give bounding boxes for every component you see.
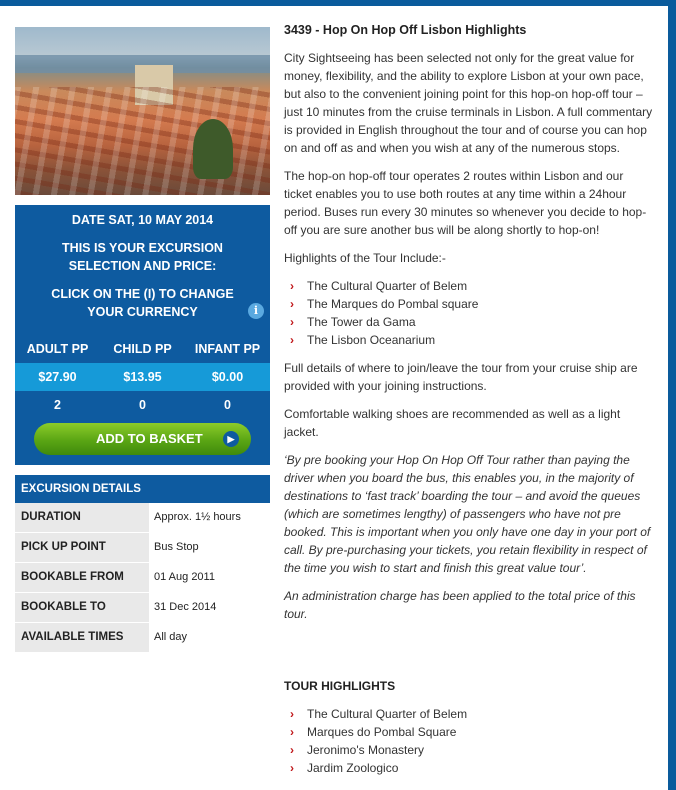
tour-highlights-heading: TOUR HIGHLIGHTS	[284, 679, 396, 693]
price-header-row	[15, 335, 270, 363]
info-icon[interactable]: i	[248, 303, 264, 319]
description-paragraph: City Sightseeing has been selected not only for the great value for money, flexibility, and the ability to explore Lisbon at your own pace, but also to the convenient joining point for this hop-on hop-off tour – just 10 minutes from the cruise terminals in Lisbon. A full commentary is provided in English throughout the tour and of course you can hop on and off as and when you wish at any of the numerous stops.	[284, 51, 653, 155]
highlights-list	[284, 277, 654, 349]
description-paragraph: Comfortable walking shoes are recommended as well as a light jacket.	[284, 407, 621, 439]
currency-instruction-text: CLICK ON THE (I) TO CHANGE YOUR CURRENCY	[51, 287, 234, 319]
chevron-right-icon: ›	[290, 725, 294, 739]
spacer	[284, 633, 654, 677]
tour-highlights-list	[284, 705, 654, 777]
chevron-right-icon: ›	[290, 315, 294, 329]
details-row-pickup	[15, 533, 270, 563]
details-value: Approx. 1½ hours	[149, 503, 270, 532]
page-title: 3439 - Hop On Hop Off Lisbon Highlights	[284, 23, 527, 37]
list-item: › The Lisbon Oceanarium	[290, 333, 436, 347]
list-item: › Marques do Pombal Square	[290, 725, 457, 739]
details-label: PICK UP POINT	[15, 533, 149, 562]
details-value: All day	[149, 623, 270, 652]
description-paragraph: Full details of where to join/leave the tour from your cruise ship are provided with your joining instructions.	[284, 361, 638, 393]
arrow-right-icon: ▶	[223, 431, 239, 447]
currency-instruction	[15, 285, 270, 321]
infant-quantity[interactable]: 0	[224, 398, 231, 412]
excursion-description	[284, 21, 654, 787]
chevron-right-icon: ›	[290, 761, 294, 775]
list-item: › The Marques do Pombal square	[290, 297, 479, 311]
child-quantity[interactable]: 0	[139, 398, 146, 412]
adult-price: $27.90	[38, 370, 77, 384]
infant-price: $0.00	[211, 370, 244, 384]
list-item: › Jardim Zoologico	[290, 761, 399, 775]
quantity-row	[15, 391, 270, 419]
selection-heading: THIS IS YOUR EXCURSION SELECTION AND PRICE:	[62, 241, 223, 273]
child-header: CHILD PP	[113, 342, 172, 356]
chevron-right-icon: ›	[290, 297, 294, 311]
price-selection-panel	[15, 205, 270, 465]
details-value: 01 Aug 2011	[149, 563, 270, 592]
details-value: Bus Stop	[149, 533, 270, 562]
chevron-right-icon: ›	[290, 707, 294, 721]
adult-quantity[interactable]: 2	[54, 398, 61, 412]
adult-header: ADULT PP	[26, 342, 89, 356]
list-item: › The Tower da Gama	[290, 315, 416, 329]
details-row-duration	[15, 503, 270, 533]
details-row-available-times	[15, 623, 270, 653]
list-item: › Jeronimo's Monastery	[290, 743, 424, 757]
right-border	[668, 0, 676, 790]
details-row-bookable-to	[15, 593, 270, 623]
details-label: BOOKABLE FROM	[15, 563, 149, 592]
chevron-right-icon: ›	[290, 279, 294, 293]
spacer	[284, 695, 654, 705]
chevron-right-icon: ›	[290, 743, 294, 757]
child-price: $13.95	[123, 370, 162, 384]
list-item: › The Cultural Quarter of Belem	[290, 707, 468, 721]
add-to-basket-button[interactable]	[34, 423, 251, 455]
booking-note: ‘By pre booking your Hop On Hop Off Tour rather than paying the driver when you board the bus, this enables you, in the majority of destinations to ‘fast track’ boarding the tour – and avoid the queues (which are sometimes lengthy) of passengers who have not pre booked. This is important when you only have one day in your port of call. By pre-purchasing your tickets, you retain flexibility in respect of the time you wish to start and finish this great value tour’.	[284, 453, 651, 575]
details-label: AVAILABLE TIMES	[15, 623, 149, 652]
admin-charge-note: An administration charge has been applied to the total price of this tour.	[284, 589, 636, 621]
details-value: 31 Dec 2014	[149, 593, 270, 622]
excursion-sidebar	[15, 27, 270, 653]
photo-palm-tree	[193, 119, 233, 179]
description-paragraph: The hop-on hop-off tour operates 2 routes within Lisbon and our ticket enables you to use both routes at any time within a 24hour period. Buses run every 30 minutes so whenever you decide to hop-off you are sure another bus will be along shortly to hop-on!	[284, 169, 647, 237]
price-values-row	[15, 363, 270, 391]
infant-header: INFANT PP	[194, 342, 261, 356]
highlights-intro: Highlights of the Tour Include:-	[284, 251, 446, 265]
details-label: BOOKABLE TO	[15, 593, 149, 622]
top-border	[0, 0, 676, 6]
details-label: DURATION	[15, 503, 149, 532]
excursion-details-table	[15, 475, 270, 653]
details-row-bookable-from	[15, 563, 270, 593]
excursion-details-heading: EXCURSION DETAILS	[15, 475, 270, 503]
list-item: › The Cultural Quarter of Belem	[290, 279, 468, 293]
chevron-right-icon: ›	[290, 333, 294, 347]
lisbon-photo	[15, 27, 270, 195]
excursion-date: DATE SAT, 10 MAY 2014	[71, 213, 214, 227]
add-to-basket-label: ADD TO BASKET	[96, 431, 203, 446]
